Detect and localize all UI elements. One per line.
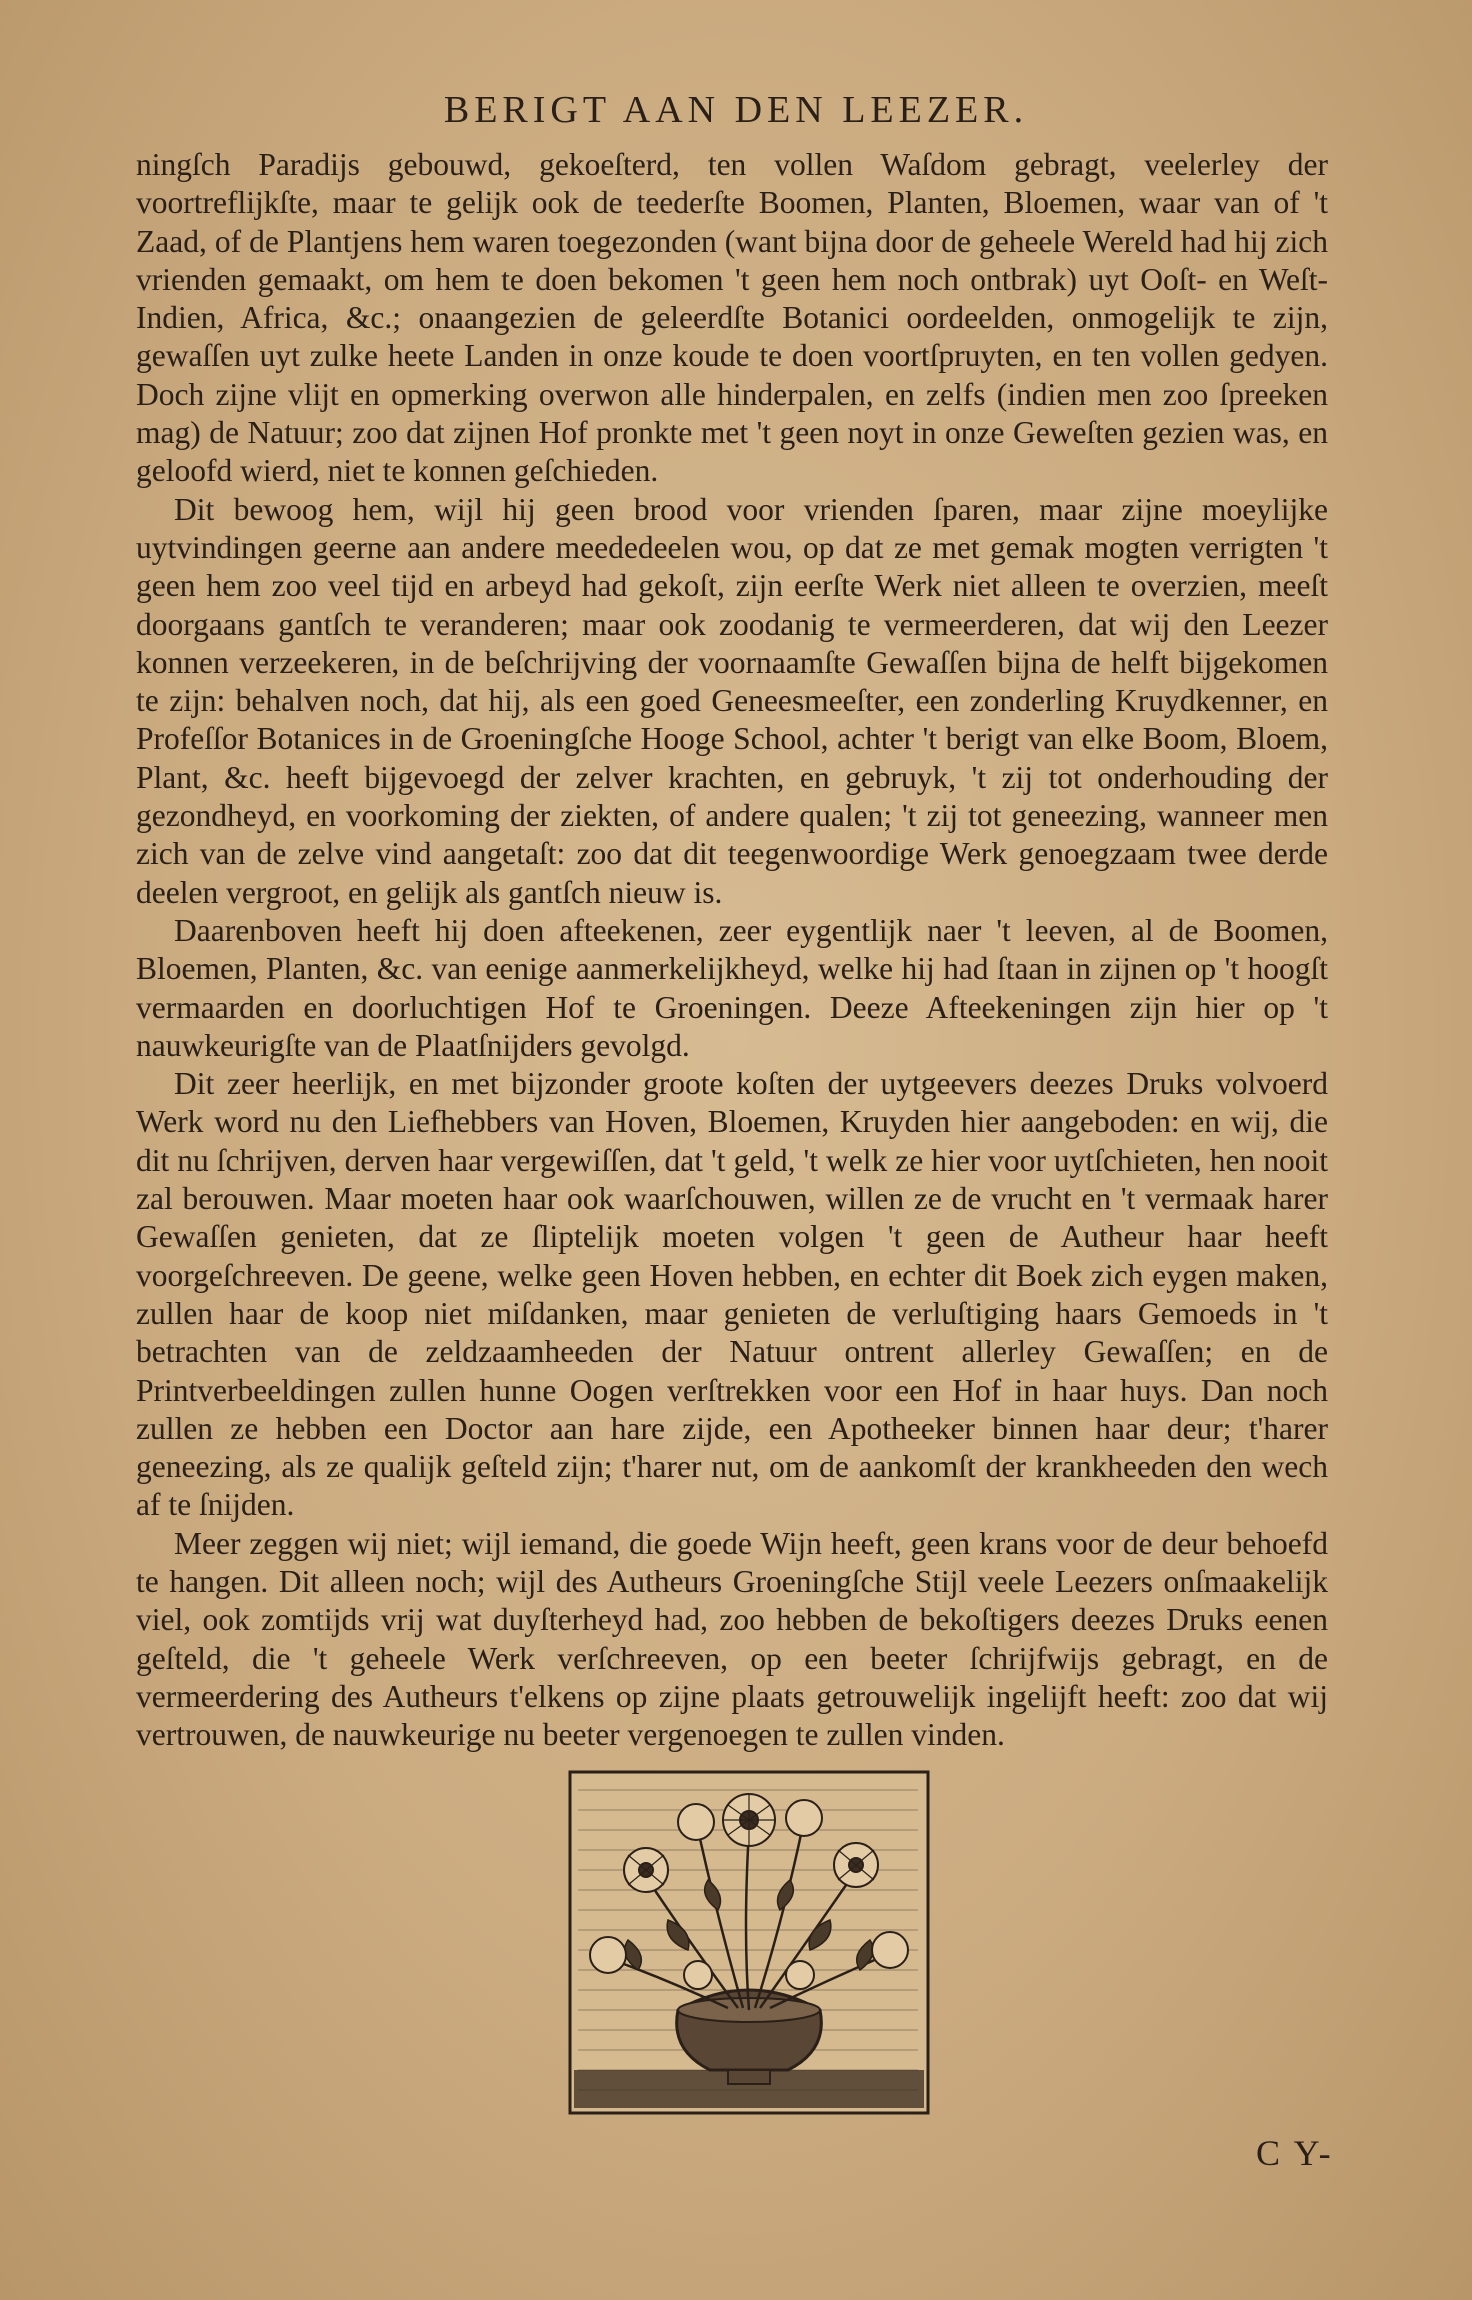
paragraph-5: Meer zeggen wij niet; wijl iemand, die goede Wijn heeft, geen krans voor de deur behoefd te hangen. Dit alleen noch; wijl des Autheurs Groeningſche Stijl veele Leezers onſmaakelijk viel, ook zomtijds vrij wat duyſterheyd had, zoo hebben de bekoſtigers deezes Druks eenen geſteld, die 't geheele Werk verſchreeven, op een beeter ſchrijfwijs gebragt, en de vermeerdering des Autheurs t'elkens op zijne plaats getrouwelijk ingelijft heeft: zoo dat wij vertrouwen, de nauwkeurige nu beeter vergenoegen te zullen vinden.	[136, 1525, 1328, 1753]
body-text	[136, 146, 1328, 1754]
paragraph-4: Dit zeer heerlijk, en met bijzonder groote koſten der uytgeevers deezes Druks volvoerd Werk word nu den Liefhebbers van Hoven, Bloemen, Kruyden hier aangeboden: en wij, die dit nu ſchrijven, derven haar vergewiſſen, dat 't geld, 't welk ze hier voor uytſchieten, hen nooit zal berouwen. Maar moeten haar ook waarſchouwen, willen ze de vrucht en 't vermaak harer Gewaſſen genieten, dat ze ſliptelijk moeten volgen 't geen de Autheur haar heeft voorgeſchreeven. De geene, welke geen Hoven hebben, en echter dit Boek zich eygen maken, zullen haar de koop niet miſdanken, maar genieten de verluſtiging haars Gemoeds in 't betrachten van de zeldzaamheeden der Natuur ontrent allerley Gewaſſen; en de Printverbeeldingen zullen hunne Oogen verſtrekken voor een Hof in haar huys. Dan noch zullen ze hebben een Doctor aan hare zijde, een Apotheeker binnen haar deur; t'harer geneezing, als ze qualijk geſteld zijn; t'harer nut, om de aankomſt der krankheeden den wech af te ſnijden.	[136, 1066, 1328, 1523]
paragraph-3: Daarenboven heeft hij doen afteekenen, zeer eygentlijk naer 't leeven, al de Boomen, Bloemen, Planten, &c. van eenige aanmerkelijkheyd, welke hij had ſtaan in zijnen op 't hoogſt vermaarden en doorluchtigen Hof te Groeningen. Deeze Afteekeningen zijn hier op 't nauwkeurigſte van de Plaatſnijders gevolgd.	[136, 912, 1328, 1063]
catchword: C Y-	[1256, 2133, 1334, 2173]
page-header: BERIGT AAN DEN LEEZER.	[443, 89, 1029, 131]
paragraph-1: ningſch Paradijs gebouwd, gekoeſterd, ten vollen Waſdom gebragt, veelerley der voortreflijkſte, maar te gelijk ook de teederſte Boomen, Planten, Bloemen, waar van of 't Zaad, of de Plantjens hem waren toegezonden (want bijna door de geheele Wereld had hij zich vrienden gemaakt, om hem te doen bekomen 't geen hem noch ontbrak) uyt Ooſt- en Weſt-Indien, Africa, &c.; onaangezien de geleerdſte Botanici oordeelden, onmogelijk te zijn, gewaſſen uyt zulke heete Landen in onze koude te doen voortſpruyten, en ten vollen gedyen. Doch zijne vlijt en opmerking overwon alle hinderpalen, en zelfs (indien men zoo ſpreeken mag) de Natuur; zoo dat zijnen Hof pronkte met 't geen noyt in onze Geweſten gezien was, en geloofd wierd, niet te konnen geſchieden.	[136, 147, 1328, 489]
paragraph-2: Dit bewoog hem, wijl hij geen brood voor vrienden ſparen, maar zijne moeylijke uytvindingen geerne aan andere meededeelen wou, op dat ze met gemak mogten verrigten 't geen hem zoo veel tijd en arbeyd had gekoſt, zijn eerſte Werk niet alleen te overzien, meeſt doorgaans gantſch te veranderen; maar ook zoodanig te vermeerderen, dat wij den Leezer konnen verzeekeren, in de beſchrijving der voornaamſte Gewaſſen bijna de helft bijgekomen te zijn: behalven noch, dat hij, als een goed Geneesmeeſter, een zonderling Kruydkenner, en Profeſſor Botanices in de Groeningſche Hooge School, achter 't berigt van elke Boom, Bloem, Plant, &c. heeft bijgevoegd der zelver krachten, en gebruyk, 't zij tot onderhouding der gezondheyd, en voorkoming der ziekten, of andere qualen; 't zij tot geneezing, wanneer men zich van de zelve vind aangetaſt: zoo dat dit teegenwoordige Werk genoegzaam twee derde deelen vergroot, en gelijk als gantſch nieuw is.	[136, 491, 1328, 910]
flower-vase-woodcut-icon	[568, 1770, 930, 2115]
